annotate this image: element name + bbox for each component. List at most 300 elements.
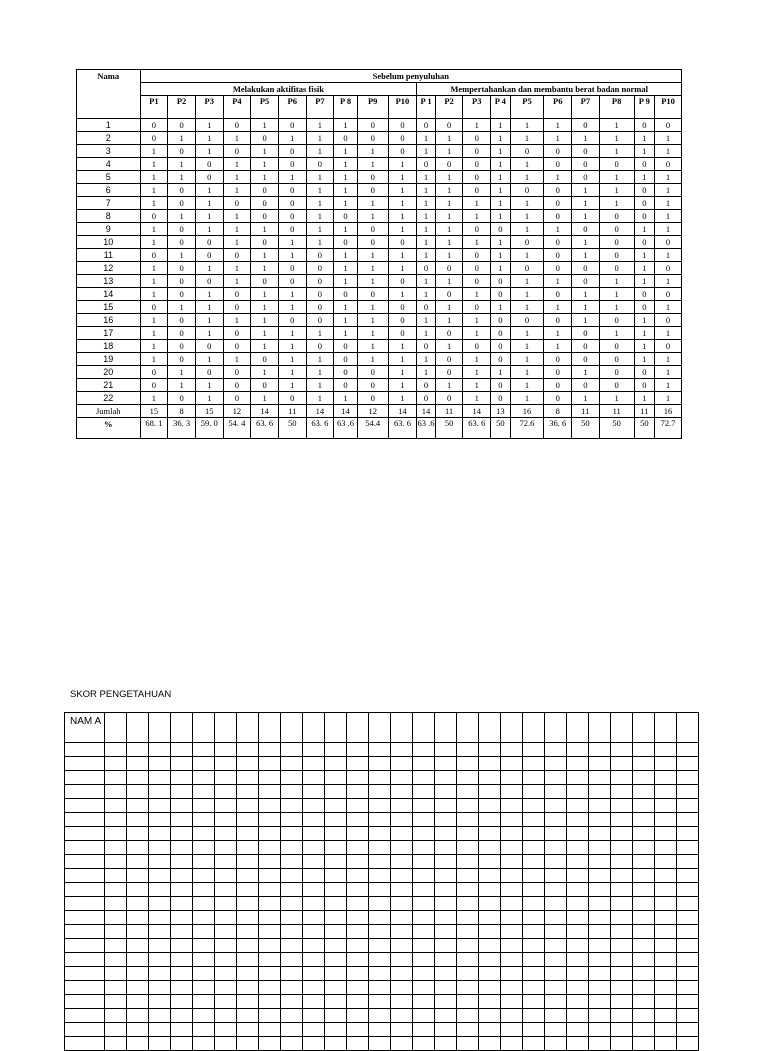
answer-cell: 1 (306, 223, 334, 236)
percent-cell: 59. 0 (195, 418, 223, 439)
answer-cell: 0 (599, 314, 634, 327)
answer-cell: 1 (463, 327, 491, 340)
answer-cell: 0 (388, 301, 417, 314)
answer-cell: 1 (634, 275, 655, 288)
answer-cell: 0 (491, 353, 510, 366)
skor-cell (127, 813, 149, 827)
answer-cell: 1 (435, 236, 463, 249)
skor-cell (105, 757, 127, 771)
skor-cell (655, 841, 677, 855)
skor-cell (215, 981, 237, 995)
skor-cell (435, 869, 457, 883)
answer-cell: 1 (195, 353, 223, 366)
skor-cell (237, 953, 259, 967)
berat-badan-header: Mempertahankan dan membantu berat badan normal (417, 83, 682, 96)
skor-cell (479, 925, 501, 939)
skor-cell (259, 1037, 281, 1051)
answer-cell: 1 (655, 210, 682, 223)
skor-cell (501, 1023, 523, 1037)
skor-cell (193, 1023, 215, 1037)
skor-cell (193, 757, 215, 771)
skor-cell (237, 713, 259, 743)
skor-cell (259, 799, 281, 813)
answer-cell: 1 (195, 145, 223, 158)
skor-cell (105, 799, 127, 813)
skor-cell (655, 1023, 677, 1037)
skor-cell (611, 981, 633, 995)
skor-cell (611, 743, 633, 757)
skor-cell (391, 813, 413, 827)
answer-cell: 1 (278, 301, 306, 314)
skor-cell (655, 1009, 677, 1023)
skor-cell (589, 771, 611, 785)
table-row (77, 210, 682, 223)
skor-cell (611, 813, 633, 827)
skor-cell (347, 1009, 369, 1023)
skor-cell (391, 995, 413, 1009)
answer-cell: 1 (388, 171, 417, 184)
answer-cell: 1 (306, 379, 334, 392)
skor-cell (325, 757, 347, 771)
answer-cell: 0 (599, 249, 634, 262)
answer-cell: 0 (417, 301, 435, 314)
answer-cell: 1 (140, 327, 168, 340)
skor-cell (479, 939, 501, 953)
skor-cell (303, 883, 325, 897)
skor-cell (347, 883, 369, 897)
skor-cell (127, 1023, 149, 1037)
answer-cell: 1 (334, 275, 358, 288)
skor-cell (325, 713, 347, 743)
skor-row (65, 981, 699, 995)
table-row (77, 184, 682, 197)
answer-cell: 1 (572, 197, 600, 210)
skor-cell (303, 785, 325, 799)
question-header-a-1: P1 (140, 96, 168, 119)
answer-cell: 1 (572, 249, 600, 262)
skor-cell (611, 869, 633, 883)
skor-row (65, 1037, 699, 1051)
skor-cell (413, 939, 435, 953)
answer-cell: 0 (599, 158, 634, 171)
answer-cell: 0 (599, 379, 634, 392)
skor-cell (105, 925, 127, 939)
skor-cell (303, 939, 325, 953)
skor-cell (479, 799, 501, 813)
skor-cell (567, 785, 589, 799)
skor-cell (501, 757, 523, 771)
skor-cell (567, 743, 589, 757)
skor-cell (193, 897, 215, 911)
answer-cell: 1 (510, 210, 544, 223)
answer-cell: 0 (168, 119, 196, 132)
skor-cell (369, 785, 391, 799)
answer-cell: 0 (278, 158, 306, 171)
skor-cell (105, 897, 127, 911)
answer-cell: 0 (306, 314, 334, 327)
answer-cell: 1 (168, 210, 196, 223)
skor-cell (193, 925, 215, 939)
skor-cell (479, 757, 501, 771)
answer-cell: 1 (195, 184, 223, 197)
skor-cell (303, 1023, 325, 1037)
skor-cell (237, 939, 259, 953)
skor-cell (149, 869, 171, 883)
skor-cell (523, 813, 545, 827)
skor-cell (435, 897, 457, 911)
skor-cell (457, 757, 479, 771)
answer-cell: 1 (168, 158, 196, 171)
answer-cell: 0 (491, 223, 510, 236)
skor-cell (413, 841, 435, 855)
skor-cell (655, 785, 677, 799)
skor-cell (611, 827, 633, 841)
skor-cell (523, 1037, 545, 1051)
skor-cell (325, 841, 347, 855)
answer-cell: 1 (491, 262, 510, 275)
answer-cell: 1 (306, 171, 334, 184)
respondent-number: 17 (77, 327, 141, 340)
answer-cell: 0 (357, 184, 388, 197)
answer-cell: 0 (168, 262, 196, 275)
skor-cell (215, 827, 237, 841)
skor-cell (303, 743, 325, 757)
answer-cell: 1 (251, 288, 279, 301)
answer-cell: 0 (251, 275, 279, 288)
skor-cell (501, 925, 523, 939)
percent-cell: 63. 6 (306, 418, 334, 439)
skor-cell (193, 771, 215, 785)
skor-cell (193, 869, 215, 883)
answer-cell: 1 (223, 314, 251, 327)
skor-cell (149, 785, 171, 799)
answer-cell: 0 (544, 249, 572, 262)
skor-cell (369, 953, 391, 967)
answer-cell: 0 (140, 301, 168, 314)
skor-cell (215, 813, 237, 827)
skor-cell (281, 771, 303, 785)
skor-cell (457, 1009, 479, 1023)
answer-cell: 1 (357, 158, 388, 171)
answer-cell: 0 (417, 262, 435, 275)
skor-cell (325, 799, 347, 813)
percent-cell: 50 (435, 418, 463, 439)
answer-cell: 0 (491, 314, 510, 327)
skor-cell (149, 855, 171, 869)
skor-cell (589, 827, 611, 841)
skor-cell (457, 841, 479, 855)
answer-cell: 0 (195, 171, 223, 184)
skor-cell (259, 743, 281, 757)
answer-cell: 1 (278, 379, 306, 392)
answer-cell: 0 (223, 119, 251, 132)
skor-cell (259, 827, 281, 841)
answer-cell: 0 (417, 379, 435, 392)
skor-cell (567, 911, 589, 925)
skor-cell (171, 939, 193, 953)
skor-cell (589, 855, 611, 869)
skor-cell (391, 869, 413, 883)
skor-cell (633, 743, 655, 757)
answer-cell: 1 (357, 327, 388, 340)
skor-cell (479, 1023, 501, 1037)
answer-cell: 0 (334, 379, 358, 392)
answer-cell: 0 (195, 236, 223, 249)
answer-cell: 1 (491, 158, 510, 171)
skor-cell (633, 911, 655, 925)
skor-cell (149, 897, 171, 911)
respondent-number: 20 (77, 366, 141, 379)
answer-cell: 0 (463, 262, 491, 275)
skor-cell (457, 911, 479, 925)
skor-cell (193, 713, 215, 743)
answer-cell: 1 (140, 353, 168, 366)
question-header-b-10: P10 (655, 96, 682, 119)
answer-cell: 0 (251, 236, 279, 249)
answer-cell: 1 (195, 327, 223, 340)
skor-cell (215, 771, 237, 785)
skor-cell (149, 883, 171, 897)
answer-cell: 1 (334, 327, 358, 340)
answer-cell: 1 (417, 288, 435, 301)
percent-cell: 68. 1 (140, 418, 168, 439)
skor-pengetahuan-grid (64, 712, 699, 1051)
skor-cell (523, 1023, 545, 1037)
answer-cell: 0 (334, 236, 358, 249)
skor-cell (589, 785, 611, 799)
skor-cell (677, 757, 699, 771)
skor-cell (611, 897, 633, 911)
skor-cell (369, 827, 391, 841)
skor-cell (435, 995, 457, 1009)
answer-cell: 1 (357, 210, 388, 223)
skor-cell (457, 743, 479, 757)
skor-cell (545, 1023, 567, 1037)
skor-cell (523, 981, 545, 995)
skor-cell (347, 1037, 369, 1051)
answer-cell: 0 (195, 366, 223, 379)
answer-cell: 0 (140, 366, 168, 379)
answer-cell: 1 (168, 249, 196, 262)
skor-cell (105, 785, 127, 799)
skor-cell (457, 925, 479, 939)
answer-cell: 1 (417, 184, 435, 197)
skor-cell (413, 1037, 435, 1051)
skor-cell (523, 785, 545, 799)
skor-cell (171, 953, 193, 967)
answer-cell: 1 (510, 288, 544, 301)
answer-cell: 0 (278, 119, 306, 132)
answer-cell: 1 (251, 223, 279, 236)
skor-cell (479, 897, 501, 911)
sebelum-penyuluhan-table (76, 69, 682, 439)
answer-cell: 1 (388, 158, 417, 171)
skor-cell (347, 967, 369, 981)
percent-cell: 50 (278, 418, 306, 439)
skor-cell (523, 743, 545, 757)
skor-cell (567, 855, 589, 869)
answer-cell: 1 (435, 249, 463, 262)
skor-cell (281, 1023, 303, 1037)
answer-cell: 1 (278, 236, 306, 249)
answer-cell: 1 (334, 223, 358, 236)
respondent-number: 10 (77, 236, 141, 249)
answer-cell: 0 (357, 132, 388, 145)
answer-cell: 1 (417, 314, 435, 327)
answer-cell: 0 (251, 132, 279, 145)
skor-cell (479, 1037, 501, 1051)
respondent-number: 5 (77, 171, 141, 184)
answer-cell: 1 (655, 249, 682, 262)
answer-cell: 0 (278, 392, 306, 405)
skor-cell (325, 953, 347, 967)
answer-cell: 0 (388, 327, 417, 340)
answer-cell: 0 (463, 301, 491, 314)
skor-cell (237, 981, 259, 995)
table-row (77, 392, 682, 405)
skor-cell (281, 911, 303, 925)
skor-cell (127, 771, 149, 785)
answer-cell: 1 (435, 210, 463, 223)
table-row (77, 197, 682, 210)
skor-cell (677, 855, 699, 869)
answer-cell: 1 (357, 340, 388, 353)
skor-cell (65, 743, 105, 757)
percent-cell: 50 (491, 418, 510, 439)
skor-pengetahuan-title: SKOR PENGETAHUAN (70, 689, 172, 700)
answer-cell: 1 (334, 392, 358, 405)
skor-cell (589, 967, 611, 981)
skor-cell (259, 939, 281, 953)
answer-cell: 0 (140, 132, 168, 145)
skor-cell (611, 883, 633, 897)
skor-cell (655, 813, 677, 827)
skor-cell (281, 813, 303, 827)
skor-cell (127, 1009, 149, 1023)
skor-cell (127, 869, 149, 883)
answer-cell: 0 (435, 158, 463, 171)
jumlah-cell: 16 (655, 405, 682, 418)
answer-cell: 0 (491, 327, 510, 340)
skor-cell (457, 827, 479, 841)
skor-cell (501, 813, 523, 827)
respondent-number: 4 (77, 158, 141, 171)
answer-cell: 1 (599, 392, 634, 405)
answer-cell: 0 (463, 171, 491, 184)
question-header-a-5: P5 (251, 96, 279, 119)
jumlah-cell: 11 (278, 405, 306, 418)
skor-cell (369, 911, 391, 925)
answer-cell: 1 (435, 171, 463, 184)
skor-cell (479, 743, 501, 757)
skor-cell (655, 869, 677, 883)
answer-cell: 0 (168, 314, 196, 327)
skor-cell (457, 713, 479, 743)
skor-cell (193, 883, 215, 897)
skor-cell (193, 1009, 215, 1023)
skor-cell (457, 939, 479, 953)
answer-cell: 1 (195, 288, 223, 301)
skor-cell (501, 939, 523, 953)
answer-cell: 0 (491, 379, 510, 392)
skor-cell (611, 771, 633, 785)
skor-cell (589, 939, 611, 953)
answer-cell: 1 (334, 301, 358, 314)
skor-cell (655, 911, 677, 925)
answer-cell: 1 (634, 249, 655, 262)
answer-cell: 0 (435, 392, 463, 405)
answer-cell: 1 (306, 132, 334, 145)
table-row (77, 249, 682, 262)
answer-cell: 0 (634, 119, 655, 132)
skor-cell (347, 953, 369, 967)
skor-cell (545, 981, 567, 995)
answer-cell: 0 (634, 288, 655, 301)
answer-cell: 0 (463, 184, 491, 197)
skor-cell (215, 939, 237, 953)
skor-cell (215, 785, 237, 799)
answer-cell: 1 (306, 366, 334, 379)
skor-cell (479, 967, 501, 981)
skor-cell (501, 883, 523, 897)
answer-cell: 1 (388, 223, 417, 236)
skor-cell (149, 925, 171, 939)
answer-cell: 0 (278, 145, 306, 158)
skor-row (65, 1009, 699, 1023)
answer-cell: 0 (463, 340, 491, 353)
answer-cell: 1 (572, 301, 600, 314)
answer-cell: 1 (140, 145, 168, 158)
skor-cell (391, 841, 413, 855)
percent-cell: 72.7 (655, 418, 682, 439)
answer-cell: 1 (388, 366, 417, 379)
skor-cell (677, 911, 699, 925)
skor-cell (545, 713, 567, 743)
skor-cell (545, 939, 567, 953)
answer-cell: 0 (463, 145, 491, 158)
skor-cell (611, 855, 633, 869)
answer-cell: 1 (306, 197, 334, 210)
answer-cell: 0 (140, 379, 168, 392)
answer-cell: 0 (544, 314, 572, 327)
answer-cell: 0 (510, 184, 544, 197)
skor-nama-header: NAM A (65, 713, 105, 743)
skor-cell (215, 925, 237, 939)
skor-cell (127, 841, 149, 855)
answer-cell: 0 (140, 119, 168, 132)
skor-cell (259, 757, 281, 771)
skor-cell (633, 757, 655, 771)
answer-cell: 0 (435, 353, 463, 366)
answer-cell: 0 (634, 366, 655, 379)
skor-cell (369, 925, 391, 939)
skor-cell (479, 981, 501, 995)
skor-cell (677, 713, 699, 743)
skor-cell (65, 911, 105, 925)
skor-cell (259, 897, 281, 911)
respondent-number: 8 (77, 210, 141, 223)
answer-cell: 1 (435, 314, 463, 327)
answer-cell: 0 (463, 223, 491, 236)
skor-cell (127, 953, 149, 967)
skor-cell (259, 911, 281, 925)
skor-cell (193, 743, 215, 757)
skor-cell (149, 981, 171, 995)
skor-cell (193, 953, 215, 967)
answer-cell: 1 (223, 210, 251, 223)
skor-cell (435, 841, 457, 855)
skor-cell (479, 1009, 501, 1023)
